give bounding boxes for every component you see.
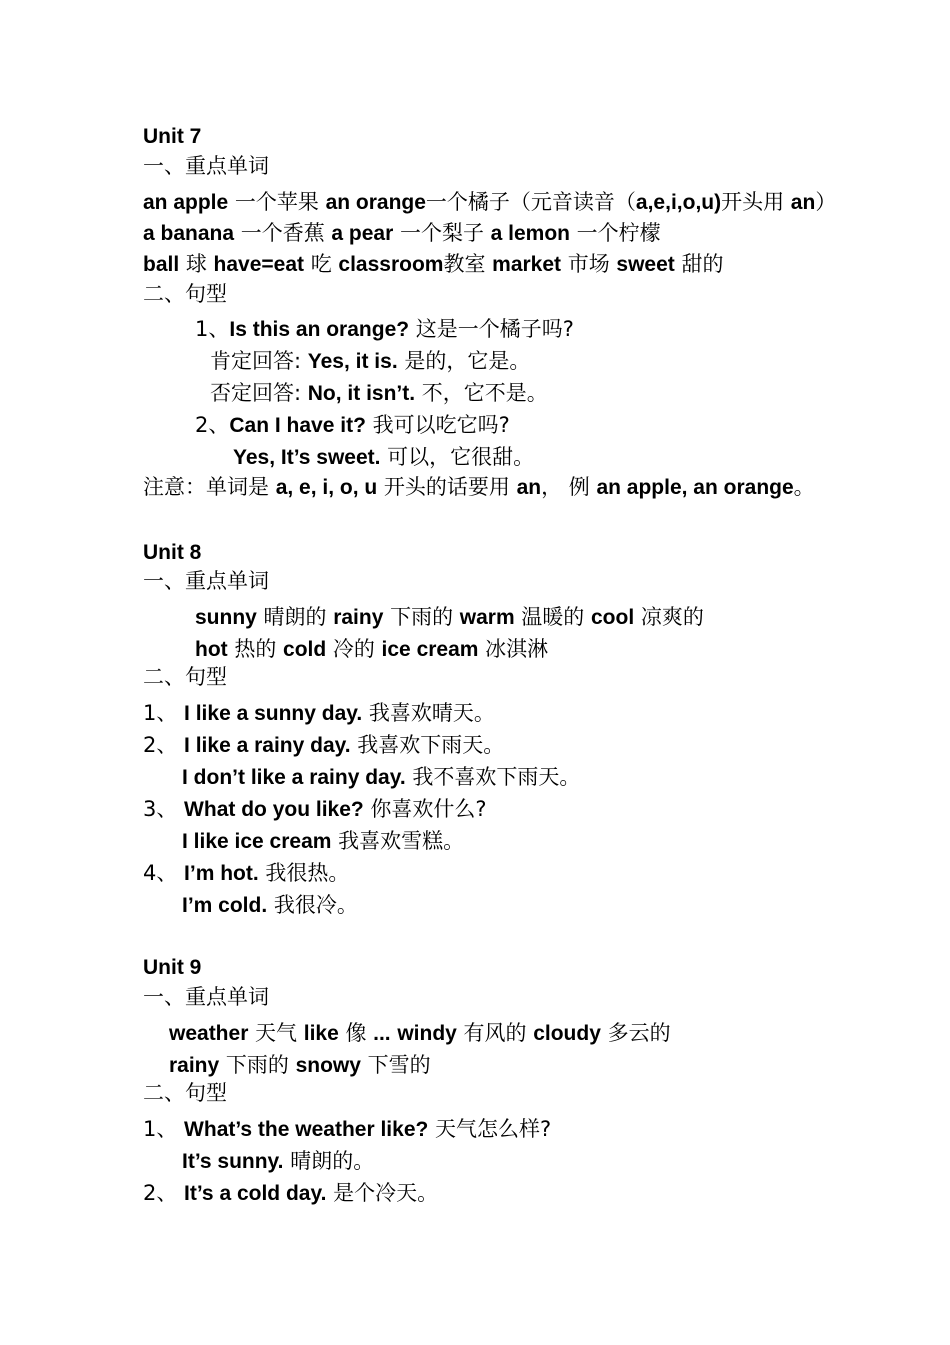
translation: 我喜欢晴天。 [362,701,495,725]
unit9-sentence-heading: 二、句型 [143,1081,227,1105]
sentence: I’m cold. [182,894,268,917]
word: an [790,191,816,214]
unit8-sentence-heading: 二、句型 [143,665,227,689]
unit8-sentence-7 [182,891,358,920]
word: an orange [325,191,426,214]
translation: 是的，它是。 [397,349,531,373]
translation: 你喜欢什么? [363,797,487,821]
sentence: Is this an orange? [229,318,410,341]
sentence: I like a sunny day. [184,702,363,725]
word: a lemon [490,222,570,245]
sentence: What’s the weather like? [184,1118,429,1141]
meaning: 甜的 [674,252,724,276]
unit9-title: Unit 9 [143,956,202,979]
sentence: I’m hot. [184,862,259,885]
word: rainy [169,1054,220,1077]
meaning: 热的 [227,637,284,661]
word: a pear [331,222,394,245]
sentence: Yes, it is. [307,350,398,373]
unit7-vocab-line-1 [143,188,836,217]
unit8-sentence-1 [143,699,495,728]
sentence: I like ice cream [182,830,332,853]
unit8-sentence-5 [182,827,464,856]
meaning: 教室 [443,252,493,276]
note-text: 。 [793,475,815,499]
unit8-sentence-2 [143,731,504,760]
meaning: 一个苹果 [228,190,326,214]
unit7-note [143,473,815,502]
unit7-sentence-4 [195,411,510,440]
number: 4、 [143,861,185,885]
word: a banana [143,222,235,245]
sentence: It’s sunny. [182,1150,284,1173]
meaning: ） [815,190,837,214]
word: snowy [295,1054,361,1077]
sentence: I like a rainy day. [184,734,351,757]
unit7-title: Unit 7 [143,125,202,148]
word: have=eat [213,253,305,276]
meaning: 有风的 [456,1021,534,1045]
unit9-sentence-1 [143,1115,551,1144]
meaning: 温暖的 [514,605,591,629]
word: hot [195,638,228,661]
note-word: a, e, i, o, u [275,476,378,499]
translation: 天气怎么样? [428,1117,552,1141]
word: cold [283,638,327,661]
sentence: I don’t like a rainy day. [182,766,406,789]
word: cool [590,606,635,629]
unit8-sentence-3 [182,763,580,792]
unit8-vocab-line-1 [195,603,704,632]
meaning: 一个香蕉 [234,221,332,245]
word: sweet [616,253,675,276]
meaning: 球 [179,252,214,276]
meaning: 下雨的 [383,605,460,629]
unit9-vocab-line-2 [169,1051,431,1080]
meaning: 像 [338,1021,374,1045]
unit8-vocab-line-2 [195,635,548,664]
translation: 可以，它很甜。 [380,445,535,469]
note-word: an apple, an orange [596,476,794,499]
translation: 不，它不是。 [415,381,548,405]
word: market [492,253,562,276]
word: like [303,1022,339,1045]
meaning: 一个梨子 [393,221,491,245]
word: ice cream [381,638,479,661]
sentence: It’s a cold day. [184,1182,327,1205]
number: 1、 [195,317,230,341]
sentence: What do you like? [184,798,364,821]
sentence: Can I have it? [229,414,366,437]
unit8-vocab-heading: 一、重点单词 [143,569,269,593]
translation: 我喜欢雪糕。 [331,829,465,853]
unit7-sentence-5 [233,443,534,472]
word: ball [143,253,180,276]
meaning: 吃 [304,252,339,276]
sentence: Yes, It’s sweet. [233,446,381,469]
note-text: 注意：单词是 [143,475,276,499]
word: windy [397,1022,457,1045]
translation: 是个冷天。 [326,1181,439,1205]
unit7-vocab-line-2 [143,219,661,248]
meaning: 下雨的 [219,1053,296,1077]
meaning: 下雪的 [360,1053,431,1077]
meaning: 多云的 [600,1021,671,1045]
unit7-sentence-heading: 二、句型 [143,282,227,306]
unit7-sentence-1 [195,315,574,344]
number: 2、 [195,413,230,437]
note-text: 开头的话要用 [377,475,517,499]
note-text: ， 例 [541,475,597,499]
translation: 我很热。 [258,861,350,885]
unit9-sentence-2 [182,1147,374,1176]
unit8-title: Unit 8 [143,541,202,564]
meaning: 一个橘子（元音读音（ [425,190,636,214]
meaning: 冰淇淋 [478,637,549,661]
word: warm [459,606,515,629]
word: ... [373,1022,391,1045]
translation: 我可以吃它吗? [365,413,510,437]
word: a,e,i,o,u) [635,191,722,214]
number: 3、 [143,797,185,821]
unit8-sentence-4 [143,795,487,824]
number: 2、 [143,733,185,757]
translation: 我很冷。 [267,893,358,917]
word: classroom [338,253,444,276]
translation: 这是一个橘子吗? [409,317,574,341]
label: 肯定回答: [210,349,308,373]
translation: 我喜欢下雨天。 [350,733,505,757]
unit7-vocab-heading: 一、重点单词 [143,154,269,178]
note-word: an [516,476,542,499]
unit7-sentence-2 [210,347,530,376]
unit7-sentence-3 [210,379,548,408]
meaning: 开头用 [721,190,791,214]
number: 2、 [143,1181,185,1205]
unit9-vocab-heading: 一、重点单词 [143,985,269,1009]
unit9-vocab-line-1 [169,1019,671,1048]
translation: 晴朗的。 [283,1149,375,1173]
word: cloudy [533,1022,601,1045]
translation: 我不喜欢下雨天。 [405,765,581,789]
meaning: 冷的 [326,637,382,661]
meaning: 一个柠檬 [570,221,661,245]
meaning: 晴朗的 [256,605,334,629]
word: sunny [195,606,257,629]
unit9-sentence-3 [143,1179,438,1208]
meaning: 天气 [248,1021,304,1045]
label: 否定回答: [210,381,308,405]
word: an apple [143,191,229,214]
unit7-vocab-line-3 [143,250,723,279]
number: 1、 [143,1117,185,1141]
meaning: 凉爽的 [634,605,704,629]
unit8-sentence-6 [143,859,349,888]
meaning: 市场 [561,252,617,276]
number: 1、 [143,701,185,725]
sentence: No, it isn’t. [307,382,416,405]
word: weather [169,1022,249,1045]
word: rainy [333,606,384,629]
